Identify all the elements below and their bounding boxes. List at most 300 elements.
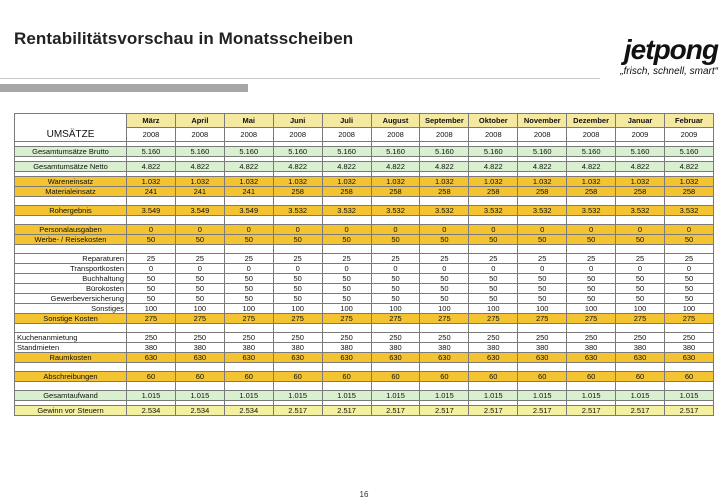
value-cell: 2.534 — [175, 406, 224, 416]
value-cell: 250 — [518, 333, 567, 343]
value-cell: 25 — [127, 254, 176, 264]
value-cell: 241 — [224, 187, 273, 197]
value-cell: 0 — [273, 264, 322, 274]
value-cell: 50 — [273, 284, 322, 294]
value-cell: 380 — [322, 343, 371, 353]
value-cell: 630 — [567, 353, 616, 363]
value-cell: 25 — [616, 254, 665, 264]
value-cell: 100 — [127, 304, 176, 314]
row-label: Raumkosten — [15, 353, 127, 363]
header-divider — [0, 78, 600, 79]
value-cell: 5.160 — [175, 147, 224, 157]
value-cell: 1.032 — [273, 177, 322, 187]
value-cell: 0 — [664, 264, 713, 274]
value-cell: 50 — [420, 235, 469, 245]
table-row-abschreibungen — [15, 372, 714, 382]
value-cell: 3.532 — [469, 206, 518, 216]
value-cell: 100 — [371, 304, 420, 314]
table-row-wareneinsatz — [15, 177, 714, 187]
month-header: April — [175, 114, 224, 128]
value-cell: 50 — [175, 274, 224, 284]
value-cell: 50 — [469, 284, 518, 294]
table-row-reparaturen — [15, 254, 714, 264]
title-accent-bar — [0, 84, 248, 92]
value-cell: 380 — [616, 343, 665, 353]
month-header: November — [518, 114, 567, 128]
value-cell: 60 — [371, 372, 420, 382]
value-cell: 0 — [175, 225, 224, 235]
value-cell: 2.517 — [664, 406, 713, 416]
value-cell: 50 — [273, 274, 322, 284]
value-cell: 50 — [518, 274, 567, 284]
value-cell: 25 — [224, 254, 273, 264]
value-cell: 100 — [224, 304, 273, 314]
value-cell: 380 — [273, 343, 322, 353]
year-cell: 2008 — [273, 128, 322, 142]
row-label: Materialeinsatz — [15, 187, 127, 197]
table-row-buchhaltung — [15, 274, 714, 284]
value-cell: 2.534 — [224, 406, 273, 416]
value-cell: 1.032 — [616, 177, 665, 187]
value-cell: 0 — [518, 264, 567, 274]
year-cell: 2008 — [567, 128, 616, 142]
value-cell: 50 — [175, 294, 224, 304]
row-label: Abschreibungen — [15, 372, 127, 382]
value-cell: 0 — [616, 225, 665, 235]
value-cell: 50 — [175, 284, 224, 294]
row-label: Gesamtumsätze Brutto — [15, 147, 127, 157]
value-cell: 3.549 — [127, 206, 176, 216]
value-cell: 2.517 — [322, 406, 371, 416]
value-cell: 1.015 — [371, 391, 420, 401]
value-cell: 1.032 — [371, 177, 420, 187]
value-cell: 0 — [175, 264, 224, 274]
value-cell: 630 — [469, 353, 518, 363]
value-cell: 50 — [371, 294, 420, 304]
row-label: Rohergebnis — [15, 206, 127, 216]
year-cell: 2008 — [224, 128, 273, 142]
row-label: Bürokosten — [15, 284, 127, 294]
month-header: Juli — [322, 114, 371, 128]
value-cell: 275 — [273, 314, 322, 324]
month-header: Februar — [664, 114, 713, 128]
value-cell: 275 — [469, 314, 518, 324]
value-cell: 2.517 — [567, 406, 616, 416]
value-cell: 50 — [469, 235, 518, 245]
value-cell: 1.015 — [273, 391, 322, 401]
value-cell: 100 — [664, 304, 713, 314]
value-cell: 50 — [469, 274, 518, 284]
table-row-sonstiges — [15, 304, 714, 314]
value-cell: 258 — [371, 187, 420, 197]
value-cell: 0 — [567, 225, 616, 235]
value-cell: 50 — [567, 235, 616, 245]
logo-tagline: „frisch, schnell, smart“ — [620, 66, 718, 77]
value-cell: 100 — [469, 304, 518, 314]
value-cell: 241 — [175, 187, 224, 197]
value-cell: 3.532 — [371, 206, 420, 216]
row-label: Gesamtumsätze Netto — [15, 162, 127, 172]
value-cell: 630 — [420, 353, 469, 363]
value-cell: 250 — [469, 333, 518, 343]
value-cell: 50 — [371, 235, 420, 245]
value-cell: 258 — [616, 187, 665, 197]
row-label: Gesamtaufwand — [15, 391, 127, 401]
row-label: Transportkosten — [15, 264, 127, 274]
page-title: Rentabilitätsvorschau in Monatsscheiben — [14, 29, 354, 48]
table-row-buero — [15, 284, 714, 294]
value-cell: 25 — [420, 254, 469, 264]
value-cell: 25 — [469, 254, 518, 264]
value-cell: 630 — [518, 353, 567, 363]
row-label: Sonstige Kosten — [15, 314, 127, 324]
value-cell: 50 — [322, 294, 371, 304]
table-row-rohergebnis — [15, 206, 714, 216]
value-cell: 1.032 — [420, 177, 469, 187]
table-row-gewinn — [15, 406, 714, 416]
value-cell: 1.015 — [175, 391, 224, 401]
value-cell: 60 — [175, 372, 224, 382]
value-cell: 2.517 — [420, 406, 469, 416]
value-cell: 5.160 — [664, 147, 713, 157]
year-cell: 2008 — [322, 128, 371, 142]
value-cell: 50 — [322, 235, 371, 245]
value-cell: 0 — [371, 225, 420, 235]
value-cell: 275 — [322, 314, 371, 324]
value-cell: 4.822 — [469, 162, 518, 172]
value-cell: 2.517 — [469, 406, 518, 416]
table-row-personal — [15, 225, 714, 235]
value-cell: 5.160 — [371, 147, 420, 157]
value-cell: 258 — [322, 187, 371, 197]
value-cell: 1.015 — [664, 391, 713, 401]
value-cell: 25 — [371, 254, 420, 264]
row-label: Kuchenanmietung — [15, 333, 127, 343]
value-cell: 250 — [567, 333, 616, 343]
month-header: Oktober — [469, 114, 518, 128]
row-label: Buchhaltung — [15, 274, 127, 284]
value-cell: 25 — [175, 254, 224, 264]
table-row-transport — [15, 264, 714, 274]
year-row — [15, 128, 714, 142]
value-cell: 100 — [518, 304, 567, 314]
value-cell: 0 — [469, 225, 518, 235]
value-cell: 60 — [567, 372, 616, 382]
year-cell: 2009 — [664, 128, 713, 142]
value-cell: 50 — [664, 284, 713, 294]
value-cell: 630 — [175, 353, 224, 363]
value-cell: 25 — [322, 254, 371, 264]
value-cell: 0 — [127, 264, 176, 274]
value-cell: 25 — [273, 254, 322, 264]
value-cell: 5.160 — [469, 147, 518, 157]
value-cell: 4.822 — [518, 162, 567, 172]
value-cell: 4.822 — [127, 162, 176, 172]
value-cell: 275 — [175, 314, 224, 324]
table-row-raumkosten — [15, 353, 714, 363]
table-row-gewerbe — [15, 294, 714, 304]
value-cell: 100 — [616, 304, 665, 314]
value-cell: 258 — [518, 187, 567, 197]
page-number: 16 — [359, 490, 369, 499]
row-label: Wareneinsatz — [15, 177, 127, 187]
value-cell: 275 — [616, 314, 665, 324]
value-cell: 1.015 — [567, 391, 616, 401]
value-cell: 630 — [664, 353, 713, 363]
value-cell: 1.032 — [175, 177, 224, 187]
value-cell: 0 — [322, 225, 371, 235]
value-cell: 1.015 — [469, 391, 518, 401]
value-cell: 5.160 — [127, 147, 176, 157]
value-cell: 100 — [273, 304, 322, 314]
value-cell: 0 — [469, 264, 518, 274]
value-cell: 0 — [371, 264, 420, 274]
month-header: Dezember — [567, 114, 616, 128]
value-cell: 50 — [567, 274, 616, 284]
value-cell: 60 — [420, 372, 469, 382]
value-cell: 3.532 — [322, 206, 371, 216]
value-cell: 1.032 — [224, 177, 273, 187]
value-cell: 50 — [518, 235, 567, 245]
value-cell: 5.160 — [420, 147, 469, 157]
value-cell: 3.549 — [224, 206, 273, 216]
value-cell: 1.032 — [469, 177, 518, 187]
value-cell: 50 — [518, 294, 567, 304]
value-cell: 1.032 — [567, 177, 616, 187]
row-label: Personalausgaben — [15, 225, 127, 235]
value-cell: 241 — [127, 187, 176, 197]
value-cell: 630 — [371, 353, 420, 363]
value-cell: 5.160 — [616, 147, 665, 157]
value-cell: 380 — [371, 343, 420, 353]
value-cell: 630 — [224, 353, 273, 363]
value-cell: 1.032 — [322, 177, 371, 187]
month-header: September — [420, 114, 469, 128]
value-cell: 50 — [567, 294, 616, 304]
value-cell: 250 — [616, 333, 665, 343]
month-header: August — [371, 114, 420, 128]
value-cell: 60 — [322, 372, 371, 382]
value-cell: 380 — [664, 343, 713, 353]
value-cell: 50 — [616, 274, 665, 284]
value-cell: 0 — [224, 264, 273, 274]
value-cell: 60 — [518, 372, 567, 382]
value-cell: 50 — [371, 284, 420, 294]
row-label: Gewerbeversicherung — [15, 294, 127, 304]
value-cell: 50 — [371, 274, 420, 284]
value-cell: 630 — [273, 353, 322, 363]
value-cell: 0 — [518, 225, 567, 235]
value-cell: 258 — [273, 187, 322, 197]
row-label: Reparaturen — [15, 254, 127, 264]
value-cell: 50 — [175, 235, 224, 245]
month-header: März — [127, 114, 176, 128]
value-cell: 50 — [127, 274, 176, 284]
year-cell: 2008 — [175, 128, 224, 142]
month-header-row — [15, 114, 714, 128]
value-cell: 50 — [664, 235, 713, 245]
row-label: Gewinn vor Steuern — [15, 406, 127, 416]
value-cell: 1.032 — [518, 177, 567, 187]
year-cell: 2008 — [469, 128, 518, 142]
value-cell: 0 — [224, 225, 273, 235]
value-cell: 275 — [127, 314, 176, 324]
value-cell: 50 — [518, 284, 567, 294]
value-cell: 25 — [518, 254, 567, 264]
value-cell: 1.015 — [127, 391, 176, 401]
value-cell: 50 — [616, 235, 665, 245]
value-cell: 4.822 — [664, 162, 713, 172]
year-cell: 2009 — [616, 128, 665, 142]
value-cell: 2.517 — [518, 406, 567, 416]
value-cell: 100 — [567, 304, 616, 314]
value-cell: 60 — [273, 372, 322, 382]
value-cell: 25 — [567, 254, 616, 264]
value-cell: 258 — [664, 187, 713, 197]
value-cell: 1.032 — [664, 177, 713, 187]
value-cell: 50 — [420, 284, 469, 294]
value-cell: 100 — [420, 304, 469, 314]
value-cell: 50 — [664, 274, 713, 284]
profitability-table — [14, 113, 714, 416]
value-cell: 5.160 — [224, 147, 273, 157]
value-cell: 380 — [567, 343, 616, 353]
value-cell: 4.822 — [371, 162, 420, 172]
value-cell: 250 — [224, 333, 273, 343]
value-cell: 2.517 — [273, 406, 322, 416]
value-cell: 5.160 — [518, 147, 567, 157]
value-cell: 380 — [518, 343, 567, 353]
value-cell: 60 — [469, 372, 518, 382]
value-cell: 250 — [322, 333, 371, 343]
value-cell: 1.032 — [127, 177, 176, 187]
row-label: Sonstiges — [15, 304, 127, 314]
value-cell: 3.532 — [616, 206, 665, 216]
value-cell: 60 — [127, 372, 176, 382]
value-cell: 50 — [567, 284, 616, 294]
table-row-werbe — [15, 235, 714, 245]
value-cell: 630 — [322, 353, 371, 363]
value-cell: 50 — [127, 294, 176, 304]
table-row-materialeinsatz — [15, 187, 714, 197]
value-cell: 258 — [469, 187, 518, 197]
row-label: Werbe- / Reisekosten — [15, 235, 127, 245]
value-cell: 50 — [420, 294, 469, 304]
logo — [600, 36, 718, 77]
logo-wordmark: jetpong — [623, 34, 718, 65]
value-cell: 50 — [469, 294, 518, 304]
value-cell: 258 — [420, 187, 469, 197]
value-cell: 50 — [273, 294, 322, 304]
value-cell: 50 — [127, 235, 176, 245]
value-cell: 250 — [664, 333, 713, 343]
table-row-sonstige-kosten — [15, 314, 714, 324]
value-cell: 3.532 — [567, 206, 616, 216]
value-cell: 50 — [616, 284, 665, 294]
value-cell: 25 — [664, 254, 713, 264]
value-cell: 60 — [224, 372, 273, 382]
value-cell: 100 — [322, 304, 371, 314]
value-cell: 3.532 — [273, 206, 322, 216]
value-cell: 250 — [273, 333, 322, 343]
month-header: Juni — [273, 114, 322, 128]
value-cell: 275 — [518, 314, 567, 324]
year-cell: 2008 — [127, 128, 176, 142]
value-cell: 4.822 — [175, 162, 224, 172]
value-cell: 1.015 — [322, 391, 371, 401]
value-cell: 0 — [127, 225, 176, 235]
value-cell: 50 — [224, 274, 273, 284]
value-cell: 250 — [175, 333, 224, 343]
table-row-gesamt-netto — [15, 162, 714, 172]
value-cell: 5.160 — [322, 147, 371, 157]
value-cell: 275 — [420, 314, 469, 324]
value-cell: 2.534 — [127, 406, 176, 416]
value-cell: 50 — [322, 284, 371, 294]
value-cell: 4.822 — [322, 162, 371, 172]
value-cell: 50 — [224, 294, 273, 304]
table-row-standmieten — [15, 343, 714, 353]
month-header: Mai — [224, 114, 273, 128]
value-cell: 0 — [567, 264, 616, 274]
value-cell: 275 — [371, 314, 420, 324]
value-cell: 250 — [420, 333, 469, 343]
value-cell: 100 — [175, 304, 224, 314]
value-cell: 380 — [224, 343, 273, 353]
value-cell: 5.160 — [567, 147, 616, 157]
value-cell: 4.822 — [224, 162, 273, 172]
value-cell: 630 — [616, 353, 665, 363]
value-cell: 3.532 — [420, 206, 469, 216]
value-cell: 380 — [420, 343, 469, 353]
value-cell: 380 — [127, 343, 176, 353]
value-cell: 275 — [567, 314, 616, 324]
value-cell: 0 — [420, 264, 469, 274]
value-cell: 258 — [567, 187, 616, 197]
value-cell: 50 — [224, 284, 273, 294]
value-cell: 0 — [664, 225, 713, 235]
value-cell: 4.822 — [616, 162, 665, 172]
year-cell: 2008 — [518, 128, 567, 142]
value-cell: 0 — [616, 264, 665, 274]
value-cell: 3.532 — [518, 206, 567, 216]
section-label: UMSÄTZE — [15, 128, 127, 142]
value-cell: 275 — [224, 314, 273, 324]
value-cell: 5.160 — [273, 147, 322, 157]
value-cell: 1.015 — [518, 391, 567, 401]
table-row-kuechen — [15, 333, 714, 343]
value-cell: 4.822 — [567, 162, 616, 172]
value-cell: 3.532 — [664, 206, 713, 216]
value-cell: 2.517 — [371, 406, 420, 416]
row-label: Standmieten — [15, 343, 127, 353]
value-cell: 0 — [322, 264, 371, 274]
value-cell: 275 — [664, 314, 713, 324]
table-row-gesamt-brutto — [15, 147, 714, 157]
year-cell: 2008 — [371, 128, 420, 142]
value-cell: 50 — [273, 235, 322, 245]
value-cell: 630 — [127, 353, 176, 363]
value-cell: 4.822 — [420, 162, 469, 172]
value-cell: 50 — [224, 235, 273, 245]
value-cell: 1.015 — [224, 391, 273, 401]
value-cell: 50 — [664, 294, 713, 304]
value-cell: 380 — [175, 343, 224, 353]
value-cell: 60 — [616, 372, 665, 382]
value-cell: 1.015 — [420, 391, 469, 401]
month-header: Januar — [616, 114, 665, 128]
table-row-gesamtaufwand — [15, 391, 714, 401]
